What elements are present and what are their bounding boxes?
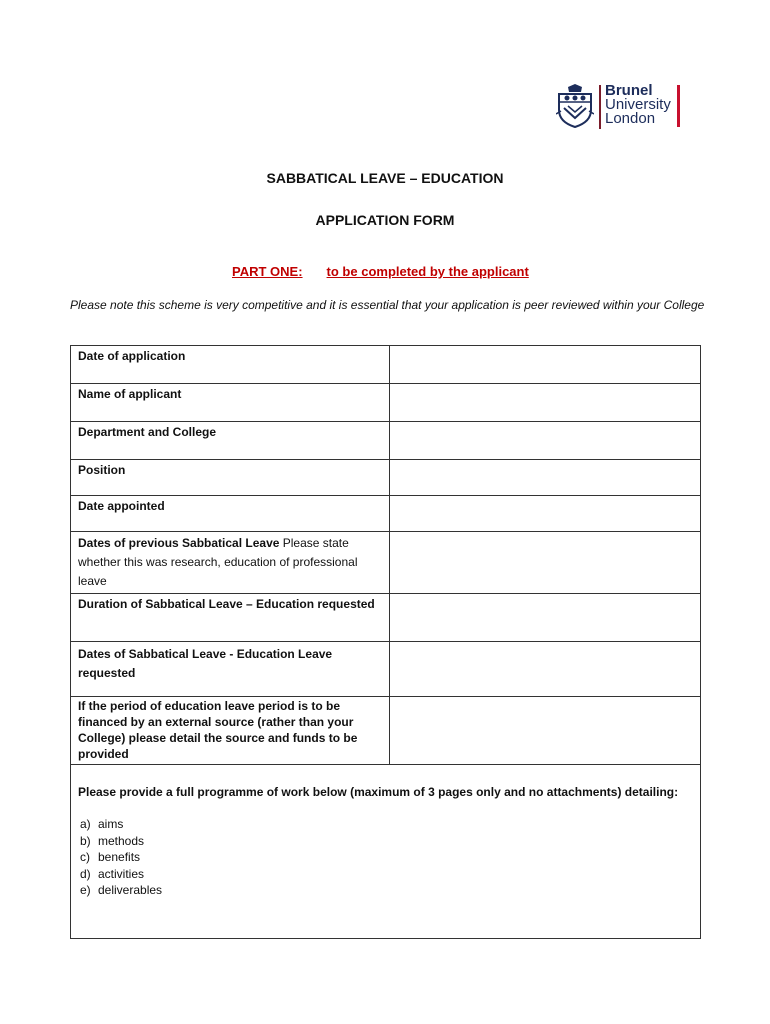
field-label-text: Dates of previous Sabbatical Leave xyxy=(78,536,280,550)
list-item-text: activities xyxy=(98,866,145,881)
table-row xyxy=(71,496,701,532)
page-title: SABBATICAL LEAVE – EDUCATION xyxy=(266,170,504,186)
part-heading xyxy=(232,264,529,279)
logo-wordmark xyxy=(605,84,671,126)
field-label xyxy=(71,496,390,532)
field-label-text: Department and College xyxy=(78,425,217,439)
field-label-text: Dates of Sabbatical Leave - Education Leave requested xyxy=(78,647,333,680)
list-marker: d) xyxy=(80,866,91,881)
field-label-text: Duration of Sabbatical Leave – Education requested xyxy=(78,597,375,611)
dates-requested-field[interactable] xyxy=(390,642,701,697)
department-and-college-field[interactable] xyxy=(390,422,701,460)
external-funding-field[interactable] xyxy=(390,697,701,765)
programme-of-work-cell[interactable] xyxy=(71,765,701,939)
field-label xyxy=(71,642,390,697)
field-label xyxy=(71,384,390,422)
list-marker: a) xyxy=(80,817,91,831)
list-item xyxy=(78,882,693,899)
field-label-note: Please state whether this was research, education of professional leave xyxy=(78,536,358,588)
field-label xyxy=(71,460,390,496)
field-label-text: Date of application xyxy=(78,349,186,363)
list-item xyxy=(78,833,693,850)
field-label-text: Position xyxy=(78,463,126,477)
logo-divider xyxy=(599,85,601,129)
part-label: PART ONE: xyxy=(232,264,303,279)
list-item xyxy=(78,849,693,866)
list-item-text: aims xyxy=(98,817,124,831)
list-item xyxy=(78,866,693,883)
previous-sabbatical-field[interactable] xyxy=(390,532,701,594)
date-of-application-field[interactable] xyxy=(390,346,701,384)
logo-line-2: University xyxy=(605,96,671,113)
list-marker: e) xyxy=(80,883,91,897)
field-label-text: Date appointed xyxy=(78,499,165,513)
table-row xyxy=(71,697,701,765)
field-label xyxy=(71,532,390,594)
table-row xyxy=(71,532,701,594)
field-label xyxy=(71,697,390,765)
list-marker: c) xyxy=(80,850,90,864)
table-row xyxy=(71,594,701,642)
part-instruction: to be completed by the applicant xyxy=(326,264,529,279)
position-field[interactable] xyxy=(390,460,701,496)
list-marker: b) xyxy=(80,833,91,848)
field-label xyxy=(71,346,390,384)
field-label xyxy=(71,422,390,460)
field-label xyxy=(71,594,390,642)
field-label-text: Name of applicant xyxy=(78,387,182,401)
crest-icon xyxy=(556,84,594,128)
page-subtitle: APPLICATION FORM xyxy=(315,212,455,228)
programme-intro: Please provide a full programme of work below (maximum of 3 pages only and no attachments) detailing: xyxy=(78,785,679,799)
table-row xyxy=(71,765,701,939)
date-appointed-field[interactable] xyxy=(390,496,701,532)
table-row xyxy=(71,460,701,496)
list-item-text: deliverables xyxy=(98,883,163,897)
logo-accent-bar xyxy=(677,85,680,127)
table-row xyxy=(71,422,701,460)
logo-line-3: London xyxy=(605,110,656,127)
name-of-applicant-field[interactable] xyxy=(390,384,701,422)
university-logo xyxy=(556,84,686,130)
list-item xyxy=(78,816,693,833)
table-row xyxy=(71,642,701,697)
list-item-text: benefits xyxy=(98,850,141,864)
list-item-text: methods xyxy=(98,833,145,848)
programme-list xyxy=(78,816,693,899)
logo-line-1: Brunel xyxy=(605,82,653,99)
table-row xyxy=(71,384,701,422)
instruction-note: Please note this scheme is very competitive and it is essential that your application is peer reviewed within your College xyxy=(70,298,705,312)
field-label-text: If the period of education leave period is to be financed by an external source (rather than your College) please detail the source and funds to be provided xyxy=(78,699,358,761)
application-form-table xyxy=(70,345,701,939)
duration-requested-field[interactable] xyxy=(390,594,701,642)
table-row xyxy=(71,346,701,384)
